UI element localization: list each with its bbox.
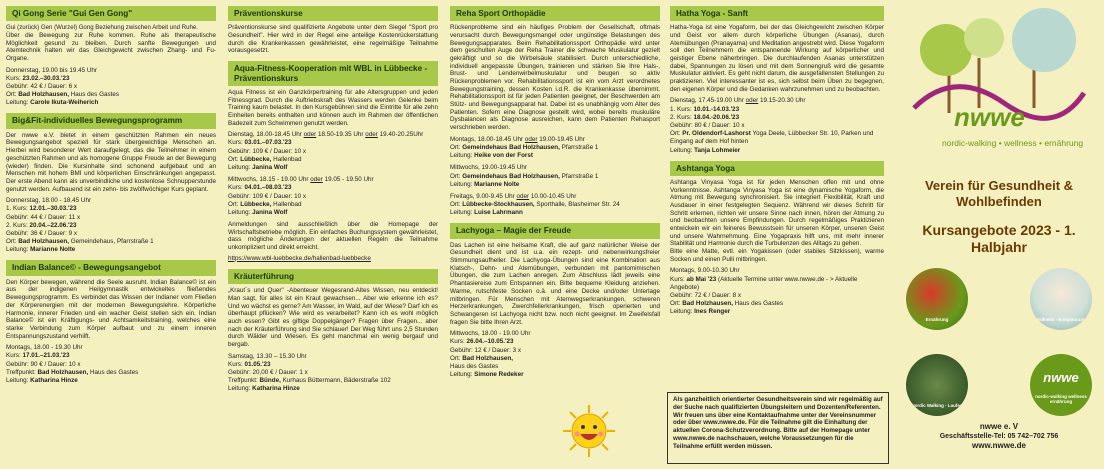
aqua-details-2: Mittwochs, 18.15 - 19.00 Uhr oder 19.05 - 19.50 Uhr Kurs: 04.01.–08.03.'23 Gebühr: 109 € / Dauer: 10 x Ort: Lübbecke, Hallenbad Leitung: Janina Wolf bbox=[228, 176, 374, 216]
ashtanga-heading: Ashtanga Yoga bbox=[670, 161, 884, 176]
qigong-details: Donnerstag, 19.00 bis 19.45 Uhr Kurs: 23.02.–30.03.'23 Gebühr: 42 € / Dauer: 6 x Ort: Bad Holzhausen, Haus des Gastes Leitung: Carole Ikuta-Weiherich bbox=[6, 66, 120, 107]
indian-balance-heading: Indian Balance© - Bewegungsangebot bbox=[6, 260, 216, 275]
indian-balance-details: Montags, 18.00 - 19.30 Uhr Kurs: 17.01.–21.03.'23 Gebühr: 90 € / Dauer: 10 x Treffpunkt: Bad Holzhausen, Haus des Gastes Leitung: Katharina Hinze bbox=[6, 344, 139, 384]
aqua-note: Anmeldungen sind ausschließlich über die Homepage der Wirtschaftsbetriebe möglich. Ein einfaches Buchungssystem gewährleistet, dass mögliche Änderungen der aktuellen Regeln die Teilnahme unkompliziert und direkt erreicht. bbox=[228, 221, 438, 252]
column-2 bbox=[222, 0, 444, 469]
association-title: Verein für Gesundheit & Wohlbefinden bbox=[924, 178, 1074, 209]
logo-tagline: nordic-walking • wellness • ernährung bbox=[942, 138, 1084, 148]
ashtanga-description: Ashtanga Vinyasa Yoga ist für jeden Menschen offen mit und ohne Vorkenntnisse. Ashtanga Vinyasa Yoga ist eine dynamische Yogaform, die Atmung mit Bewegung synchronisiert. Sie integriert Flexibilität, Kraft und Ausdauer in einer festgelegten Sequenz. Während wir dieses Schritt für Schritt erlernen, richten wir unsere Sinne nach innen, hören der Atmung zu und beobachten unsere Empfindungen. Durch regelmäßiges Praktizieren entwickeln wir ein feineres Bewusstsein für unseren Körper, unseren Geist und unsere Wahrnehmung. Eine Yogapraxis hilft uns, mit mehr innerer Stabilität und Harmonie durch die Turbulenzen des Alltags zu gehen. bbox=[670, 179, 884, 248]
reha-details-3: Freitags, 9.00-9.45 Uhr oder 10.00-10.45 Uhr Ort: Lübbecke-Stockhausen, Sporthalle, Blasheimer Str. 24 Leitung: Luise Lahrmann bbox=[450, 192, 620, 217]
ashtanga-requirements: Bitte eine Matte, evtl. ein Yogakissen (oder stabiles Sitzkissen), warme Socken und einen Pulli mitbringen. bbox=[670, 248, 884, 263]
aqua-description: Aqua Fitness ist ein Ganzkörpertraining für alle Altersgruppen und jeden Fitnessgrad. Durch die Auftriebskraft des Wassers werden Gelenke beim Training kaum belastet. In den Kursgebühren sind die Eintritte für alle zehn Einheiten bereits enthalten und können auch im Rahmen der öffentlichen Badezeit zum Schwimmen genutzt werden. bbox=[228, 88, 438, 127]
notice-box: Als ganzheitlich orientierter Gesundheitsverein sind wir regelmäßig auf der Suche nach qualifizierten Übungsleitern und Dozenten/Referenten. Wir freuen uns über eine Kontaktaufnahme unter der Vereinsnummer oder über www.nwwe.de. Für die Teilnahme gilt die Einhaltung der aktuellen Corona-Schutzverordnung. Bitte auf der Homepage unter www.nwwe.de nachschauen, welche Voraussetzungen für die Teilnahme erfüllt werden müssen. bbox=[667, 392, 889, 464]
ashtanga-details: Montags, 9.00-10.30 Uhr Kurs: ab Mai '23 (Aktuelle Termine unter www.nwwe.de - > Aktuelle Angebote) Gebühr: 72 € / Dauer: 8 x Ort: Bad Holzhausen, Haus des Gastes Leitung: Ines Renger bbox=[670, 267, 858, 316]
nordic-walking-photo: Nordic Walking · Laufen bbox=[906, 354, 968, 416]
column-1 bbox=[0, 0, 222, 469]
kraeuter-heading: Kräuterführung bbox=[228, 269, 438, 284]
wellness-photo: Wellness · Entspannung bbox=[1030, 268, 1092, 330]
nutrition-photo: Ernährung bbox=[906, 268, 968, 330]
bigfit-heading: Big&Fit-individuelles Bewegungsprogramm bbox=[6, 113, 216, 128]
reha-details-2: Mittwochs, 19.00-19.45 Uhr Ort: Gemeindehaus Bad Holzhausen, Pfarrstraße 1 Leitung: Marianne Nolte bbox=[450, 164, 599, 188]
hatha-details: Dienstag, 17.45-19.00 Uhr oder 19.15-20.30 Uhr 1. Kurs: 10.01.-14.03.'23 2. Kurs: 18.04.-20.06.'23 Gebühr: 80 € / Dauer: 10 x Ort: Pr. Oldendorf-Lashorst Yoga Deele, Lübbecker Str. 10, Parken und Eingang auf dem Hof hinten Leitung: Tanja Lohmeier bbox=[670, 97, 874, 154]
qigong-subtitle: Gui (zurück) Gen (Wurzel) Gong Beziehung zwischen Arbeit und Ruhe. bbox=[6, 24, 198, 32]
reha-details-1: Montags, 18.00-18.45 Uhr oder 19.00-19.45 Uhr Ort: Gemeindehaus Bad Holzhausen, Pfarrstraße 1 Leitung: Heike von der Forst bbox=[450, 135, 599, 160]
lachyoga-heading: Lachyoga – Magie der Freude bbox=[450, 223, 660, 238]
course-offer-title: Kursangebote 2023 - 1. Halbjahr bbox=[922, 222, 1076, 255]
qigong-heading: Qi Gong Serie "Gui Gen Gong" bbox=[6, 6, 216, 21]
bigfit-details: Donnerstag, 18.00 - 18.45 Uhr 1. Kurs: 12.01.–30.03.'23 Gebühr: 44 € / Dauer: 11 x 2. Kurs: 20.04.–22.06.'23 Gebühr: 36 € / Dauer: 9 x Ort: Bad Holzhausen, Gemeindehaus, Pfarrstraße 1 Leitung: Marianne Nolte bbox=[6, 197, 154, 254]
hatha-heading: Hatha Yoga - Sanft bbox=[670, 6, 884, 21]
logo-wordmark: nwwe bbox=[954, 102, 1025, 132]
laughing-sun-icon bbox=[562, 404, 616, 458]
aqua-heading: Aqua-Fitness-Kooperation mit WBL in Lübbecke - Präventionskurs bbox=[228, 61, 438, 86]
lachyoga-description: Das Lachen ist eine heilsame Kraft, die auf ganz natürlicher Weise der Gesundheit dient und ist u.a. ein rezept- und nebenwirkungsfreier Stimmungsaufheller. Die Lachyoga-Übungen sind eine Kombination aus Klatsch-, Dehn- und Atemübungen, verbunden mit pantomimischen Übungen, die zum Lachen anregen. Zum Abschluss lädt jeweils eine Phantasiereise zum Entspannen ein. Bitte bequeme Kleidung anziehen. Warme, rutschfeste Socken o.ä. und eine Decke und/oder Unterlage mitbringen. Für Menschen mit Atemwegserkrankungen, schweren Herzerkrankungen, Zwerchfellerkrankungen, frisch operierten und Schwangeren ist Lachyoga nicht bzw. noch nicht geeignet. Im Zweifelsfall fragen Sie bitte Ihren Arzt. bbox=[450, 241, 660, 326]
aqua-link[interactable]: https://www.wbl-luebbecke.de/hallenbad-luebbecke bbox=[228, 254, 371, 262]
footer-contact: nwwe e. V Geschäftsstelle-Tel: 05 742–702 756 www.nwwe.de bbox=[939, 422, 1059, 451]
hatha-description: Hatha-Yoga ist eine Yogaform, bei der das Gleichgewicht zwischen Körper und Geist vor allem durch körperliche Übungen (Asanas), durch Atemübungen (Pranayama) und Meditation angestrebt wird. Diese Yogaform soll den Teilnehmern die entspannende Wirkung auf körperlicher und geistiger Ebene näherbringen. Die durchlaufenden Asanas unterstützen dabei, Spannungen zu lösen und mit dem Sonnengruß wird die gesamte Muskulatur aktiviert. Es geht nicht darum, die ausgefallensten Stellungen zu praktizieren. Viel interessanter ist es, sich selbst beim Üben zu begegnen, den eigenen Körper und die Gedanken wahrzunehmen und zu beobachten. bbox=[670, 24, 884, 93]
nwwe-badge: nwwe nordic-walking wellness ernährung bbox=[1030, 354, 1092, 416]
reha-heading: Reha Sport Orthopädie bbox=[450, 6, 660, 21]
aqua-details-1: Dienstag, 18.00-18.45 Uhr oder 18.50-19.35 Uhr oder 19.40-20.25Uhr Kurs: 03.01.–07.03.'23 Gebühr: 109 € / Dauer: 10 x Ort: Lübbecke, Hallenbad Leitung: Janina Wolf bbox=[228, 131, 424, 171]
bigfit-description: Der nwwe e.V. bietet in einem geschützten Rahmen ein neues Bewegungsangebot speziell für stark übergewichtige Menschen an. Hierbei wird besonderer Wert daraufgelegt, das die Teilnehmer in einem geschützten Rahmen und als homogene Gruppe Freude an der Bewegung (wieder) finden. Die Kursinhalte sind schonend aufgebaut und an Menschen mit hohem BMI und körperlichen Einschränkungen angepasst. Der erste Abend kann als unverbindliche und kostenlose Schnupperstunde genutzt werden. Aufbauend ist ein zehn- bis zwölfwöchiger Kurs geplant. bbox=[6, 131, 216, 193]
reha-description: Rückenprobleme sind ein häufiges Problem der Gesellschaft, oftmals verursacht durch Bewegungsmangel oder ungünstige Belastungen des Bewegungsapparates. Beim Rehabilitationssport Orthopädie wird unter dem geschulten Auge der Reha Trainer die schwache Muskulatur gezielt gekräftigt und so die Wirbelsäule stabilisiert. Durch unterschiedliche, individuell angepasste Übungen, trainieren und stärken Sie Ihre Hals-, Brust- und Lendenwirbelmuskulatur und beugen so aktiv Rückenproblemen vor. Rehabilitationssport ist ein vom Arzt verordnetes Bewegungstraining, dessen Kosten i.d.R. die Krankenkasse übernimmt. Rehabilitationssport ist für jeden Patienten geeignet, der Beschwerden am Stütz- und Bewegungsapparat hat. Dabei ist es unabhängig vom Alter des Patienten. Sofern eine Diagnose gestellt wird, wobei bereits muskuläre Dysbalancen als Diagnose ausreichen, kann dem Patienten Rehasport verschrieben werden. bbox=[450, 24, 660, 132]
brand-panel bbox=[894, 0, 1104, 469]
column-3 bbox=[444, 0, 666, 469]
kraeuter-details: Samstag, 13.30 – 15.30 Uhr Kurs: 01.05.'23 Gebühr: 20,00 € / Dauer: 1 x Treffpunkt: Bünde, Kurhaus Büttermann, Bäderstraße 102 Leitung: Katharina Hinze bbox=[228, 352, 391, 393]
nwwe-logo bbox=[894, 8, 1104, 158]
praevention-heading: Präventionskurse bbox=[228, 6, 438, 21]
qigong-description: Über die Bewegung zur Ruhe kommen. Ruhe als therapeutische Möglichkeit gesund zu bleiben. Durch sanfte Bewegungen und Atemtechnik halten wir das Gleichgewicht zwischen Zhang- und Fu-Organe. bbox=[6, 31, 216, 62]
kraeuter-description: „Kraut´s und Quer" -Abenteuer Wegesrand-Altes Wissen, neu entdeckt! Man sagt, für alles ist ein Kraut gewachsen... Aber wie erkenne ich es? Und wo wächst es gerne? Am Wasser, im Wald, auf der Wiese? Darf ich es überhaupt pflücken? Wie wird es verarbeitet? Kann ich es wohl möglich auch essen? Gibt es giftige Doppelgänger? Fragen über Fragen... aber nach der Kräuterführung sind Sie schlauer! Der Weg führt uns 2,5 Stunden durch Wälder und Wiesen. Es geht manchmal ein wenig bergauf und bergab. bbox=[228, 287, 438, 349]
praevention-description: Präventionskurse sind qualifizierte Angebote unter dem Siegel "Sport pro Gesundheit". Hier wird in der Regel eine anteilige Kostenrückerstattung durch die Krankenkassen gewährleistet, eine regelmäßige Teilnahme vorausgesetzt. bbox=[228, 24, 438, 55]
indian-balance-description: Den Körper bewegen, während die Seele ausruht. Indian Balance© ist ein aus der indigenen Heilgymnastik entwickeltes fließendes Bewegungsprogramm. Es verbindet das Wissen der Indianer vom Fließen der Körperenergien mit der modernen Bewegungslehre. Körperliche Harmonie, innerer Frieden und ein wacher Geist stellen sich ein. Indian Balance© ist ein Kräftigungs- und Achtsamkeitstraining, welches eine starke Verbindung zum Körper aufbaut und zu einem inneren Entspannungszustand verhilft. bbox=[6, 278, 216, 340]
lachyoga-details: Mittwochs, 18.00 - 19.00 Uhr Kurs: 26.04.–10.05.'23 Gebühr: 12 € / Dauer: 3 x Ort: Bad Holzhausen, Haus des Gastes Leitung: Simone Redeker bbox=[450, 330, 531, 379]
